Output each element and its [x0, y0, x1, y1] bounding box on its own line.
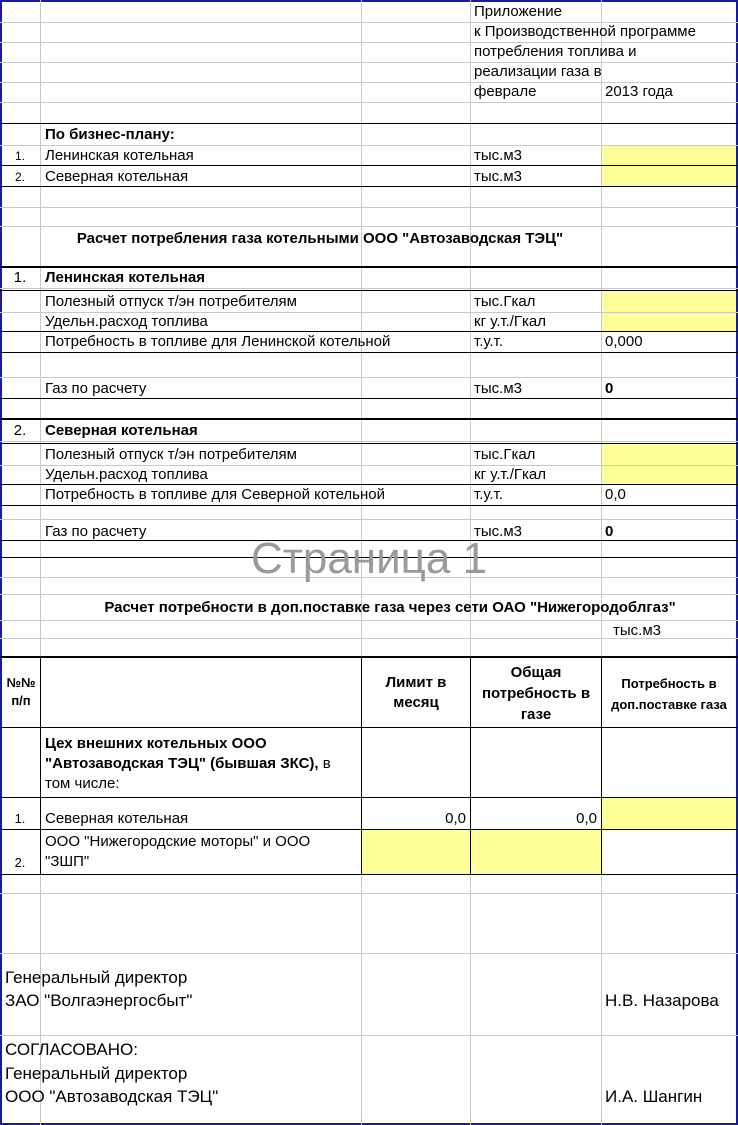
row-name: Потребность в топливе для Ленинской котельной [45, 333, 391, 350]
row-unit: тыс.м3 [474, 147, 522, 164]
section-title: Ленинская котельная [45, 269, 206, 286]
agreed-label: СОГЛАСОВАНО: [5, 1040, 138, 1059]
row-limit: 0,0 [445, 810, 466, 827]
input-cell-row2-total[interactable] [471, 830, 601, 874]
row-name: Удельн.расход топлива [45, 313, 208, 330]
row-unit: тыс.м3 [474, 168, 522, 185]
row-total: 0,0 [576, 810, 597, 827]
input-cell-row2-limit[interactable] [362, 830, 470, 874]
group-label [45, 734, 357, 794]
signer-name: И.А. Шангин [605, 1087, 703, 1106]
header-month: феврале [474, 83, 537, 100]
row-unit: т.у.т. [474, 486, 503, 503]
gas-calc-unit: тыс.м3 [474, 523, 522, 540]
input-cell-north-supply[interactable] [602, 444, 736, 465]
page-watermark: Страница 1 [250, 534, 488, 583]
row-unit: кг у.т./Гкал [474, 313, 547, 330]
col-header-total: Общая потребность в газе [481, 664, 591, 723]
row-name: Полезный отпуск т/эн потребителям [45, 446, 297, 463]
row-name: Потребность в топливе для Северной котельной [45, 486, 385, 503]
row-unit: кг у.т./Гкал [474, 466, 547, 483]
header-year: 2013 года [605, 83, 673, 100]
signer-title: Генеральный директор [5, 1064, 188, 1083]
header-line: к Производственной программе [474, 23, 696, 40]
input-cell-lenin-supply[interactable] [602, 291, 736, 312]
row-unit: тыс.Гкал [474, 293, 536, 310]
row-value: 0,0 [605, 486, 626, 503]
supply-title: Расчет потребности в доп.поставке газа через сети ОАО "Нижегородоблгаз" [104, 599, 676, 616]
row-unit: т.у.т. [474, 333, 503, 350]
section-number: 1. [13, 269, 27, 286]
signer-title: Генеральный директор [5, 968, 188, 987]
input-cell-bp-north[interactable] [602, 166, 736, 186]
section-number: 2. [13, 422, 27, 439]
gas-calc-label: Газ по расчету [45, 523, 147, 540]
col-header-number: №№ п/п [6, 675, 36, 708]
row-number: 2. [14, 170, 25, 184]
header-line: реализации газа в [474, 63, 602, 80]
col-header-limit: Лимит в месяц [385, 674, 447, 711]
group-tail: в том числе: [45, 755, 331, 792]
row-number: 1. [14, 811, 26, 826]
business-plan-title: По бизнес-плану: [45, 126, 175, 143]
signer-org: ЗАО "Волгаэнергосбыт" [5, 991, 193, 1010]
gas-calc-value: 0 [605, 380, 614, 397]
gas-calc-unit: тыс.м3 [474, 380, 522, 397]
row-name: Полезный отпуск т/эн потребителям [45, 293, 297, 310]
signer-org: ООО "Автозаводская ТЭЦ" [5, 1087, 219, 1106]
group-title: Цех внешних котельных ООО "Автозаводская ТЭЦ" (бывшая ЗКС), [45, 735, 319, 772]
input-cell-row1-need[interactable] [602, 798, 736, 829]
row-name: Ленинская котельная [45, 147, 194, 164]
row-name: Северная котельная [45, 810, 189, 827]
row-unit: тыс.Гкал [474, 446, 536, 463]
row-number: 2. [14, 855, 26, 870]
header-line: потребления топлива и [474, 43, 637, 60]
row-name: ООО "Нижегородские моторы" и ООО "ЗШП" [45, 833, 311, 870]
input-cell-north-rate[interactable] [602, 466, 736, 484]
col-header-need: Потребность в доп.поставке газа [611, 676, 727, 712]
header-line: Приложение [474, 3, 562, 20]
gas-calc-label: Газ по расчету [45, 380, 147, 397]
row-number: 1. [14, 149, 25, 163]
row-value: 0,000 [605, 333, 643, 350]
row-name: Северная котельная [45, 168, 189, 185]
input-cell-lenin-rate[interactable] [602, 313, 736, 331]
supply-unit: тыс.м3 [613, 622, 661, 639]
input-cell-bp-lenin[interactable] [602, 146, 736, 165]
section-title: Северная котельная [45, 422, 198, 439]
calc-title: Расчет потребления газа котельными ООО "Автозаводская ТЭЦ" [76, 230, 564, 247]
signer-name: Н.В. Назарова [605, 991, 719, 1010]
row-name: Удельн.расход топлива [45, 466, 208, 483]
gas-calc-value: 0 [605, 523, 614, 540]
